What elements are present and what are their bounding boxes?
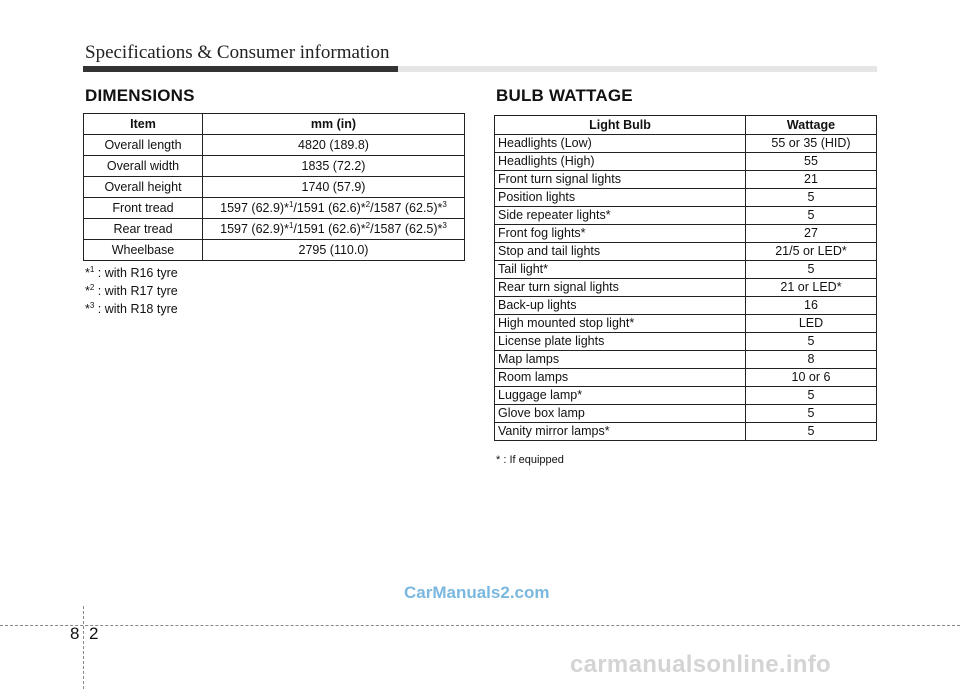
bulb-wattage: 5 xyxy=(746,387,877,405)
bulb-name: Luggage lamp* xyxy=(495,387,746,405)
bulb-wattage: 55 or 35 (HID) xyxy=(746,135,877,153)
dimensions-title: DIMENSIONS xyxy=(85,86,195,105)
row-label: Front tread xyxy=(84,198,203,219)
table-row xyxy=(495,189,877,207)
row-label: Overall width xyxy=(84,156,203,177)
bulb-name: Glove box lamp xyxy=(495,405,746,423)
bulb-wattage: 21 or LED* xyxy=(746,279,877,297)
column-header-wattage: Wattage xyxy=(746,116,877,135)
bulb-wattage: 5 xyxy=(746,189,877,207)
bulb-footnote: * : If equipped xyxy=(496,454,564,466)
bulb-wattage: LED xyxy=(746,315,877,333)
bulb-wattage: 5 xyxy=(746,333,877,351)
bulb-name: Front turn signal lights xyxy=(495,171,746,189)
row-value: 1835 (72.2) xyxy=(203,156,465,177)
bulb-wattage-title: BULB WATTAGE xyxy=(496,86,633,105)
footnote-ref: 2 xyxy=(365,199,371,209)
row-value xyxy=(203,219,465,240)
bulb-wattage: 5 xyxy=(746,261,877,279)
row-value xyxy=(203,198,465,219)
row-value: 2795 (110.0) xyxy=(203,240,465,261)
table-row xyxy=(495,135,877,153)
table-row xyxy=(495,387,877,405)
table-row xyxy=(495,243,877,261)
bulb-name: Position lights xyxy=(495,189,746,207)
bulb-wattage: 27 xyxy=(746,225,877,243)
table-row xyxy=(84,135,465,156)
row-label: Overall height xyxy=(84,177,203,198)
header-rule-accent xyxy=(83,66,398,72)
value-part: 1597 (62.9)* xyxy=(220,222,289,236)
bulb-name: Back-up lights xyxy=(495,297,746,315)
table-row xyxy=(84,219,465,240)
bulb-name: Room lamps xyxy=(495,369,746,387)
bulb-wattage: 5 xyxy=(746,423,877,441)
table-row xyxy=(84,156,465,177)
row-label: Rear tread xyxy=(84,219,203,240)
bulb-name: Map lamps xyxy=(495,351,746,369)
page-header-title: Specifications & Consumer information xyxy=(85,42,390,63)
bulb-name: High mounted stop light* xyxy=(495,315,746,333)
column-header-light-bulb: Light Bulb xyxy=(495,116,746,135)
bulb-name: Front fog lights* xyxy=(495,225,746,243)
footnote-ref: 1 xyxy=(288,220,294,230)
header-rule xyxy=(83,66,877,72)
table-row xyxy=(84,240,465,261)
bulb-wattage: 16 xyxy=(746,297,877,315)
table-row xyxy=(495,405,877,423)
row-value: 1740 (57.9) xyxy=(203,177,465,198)
bulb-wattage: 55 xyxy=(746,153,877,171)
bulb-name: Headlights (Low) xyxy=(495,135,746,153)
table-row xyxy=(495,315,877,333)
footer-rule xyxy=(0,625,960,626)
table-row xyxy=(495,225,877,243)
value-part: /1591 (62.6)* xyxy=(293,201,366,215)
bulb-wattage: 21/5 or LED* xyxy=(746,243,877,261)
table-header-row xyxy=(84,114,465,135)
value-part: /1591 (62.6)* xyxy=(293,222,366,236)
footnote-ref: 3 xyxy=(442,220,447,230)
watermark-carmanuals2[interactable]: CarManuals2.com xyxy=(404,583,550,602)
bulb-name: Tail light* xyxy=(495,261,746,279)
value-part: /1587 (62.5)* xyxy=(370,222,443,236)
table-row xyxy=(495,279,877,297)
footnote: *$^1$ : with R16 tyre xyxy=(85,264,178,280)
bulb-wattage-table xyxy=(494,115,877,441)
value-part: 1597 (62.9)* xyxy=(220,201,289,215)
row-value: 4820 (189.8) xyxy=(203,135,465,156)
column-header-item: Item xyxy=(84,114,203,135)
bulb-wattage: 10 or 6 xyxy=(746,369,877,387)
table-row xyxy=(495,153,877,171)
value-part: /1587 (62.5)* xyxy=(370,201,443,215)
table-row xyxy=(84,198,465,219)
footnote-ref: 3 xyxy=(442,199,447,209)
dimensions-table xyxy=(83,113,465,261)
bulb-name: Rear turn signal lights xyxy=(495,279,746,297)
bulb-name: Vanity mirror lamps* xyxy=(495,423,746,441)
row-label: Overall length xyxy=(84,135,203,156)
bulb-name: Headlights (High) xyxy=(495,153,746,171)
table-row xyxy=(495,423,877,441)
footnote: *$^2$ : with R17 tyre xyxy=(85,282,178,298)
bulb-wattage: 21 xyxy=(746,171,877,189)
bulb-name: License plate lights xyxy=(495,333,746,351)
table-row xyxy=(84,177,465,198)
bulb-wattage: 8 xyxy=(746,351,877,369)
footer-divider xyxy=(83,606,84,689)
table-header-row xyxy=(495,116,877,135)
table-row xyxy=(495,297,877,315)
table-row xyxy=(495,261,877,279)
section-number: 8 xyxy=(70,624,80,643)
watermark-carmanualsonline[interactable]: carmanualsonline.info xyxy=(570,651,832,678)
row-label: Wheelbase xyxy=(84,240,203,261)
footnote: *$^3$ : with R18 tyre xyxy=(85,300,178,316)
bulb-name: Stop and tail lights xyxy=(495,243,746,261)
bulb-wattage: 5 xyxy=(746,207,877,225)
footnote-ref: 1 xyxy=(288,199,294,209)
table-row xyxy=(495,369,877,387)
table-row xyxy=(495,333,877,351)
footnote-ref: 2 xyxy=(365,220,371,230)
bulb-wattage: 5 xyxy=(746,405,877,423)
table-row xyxy=(495,351,877,369)
dimension-footnotes xyxy=(85,264,178,318)
table-row xyxy=(495,171,877,189)
page-number: 2 xyxy=(89,624,99,643)
bulb-name: Side repeater lights* xyxy=(495,207,746,225)
column-header-mm: mm (in) xyxy=(203,114,465,135)
table-row xyxy=(495,207,877,225)
